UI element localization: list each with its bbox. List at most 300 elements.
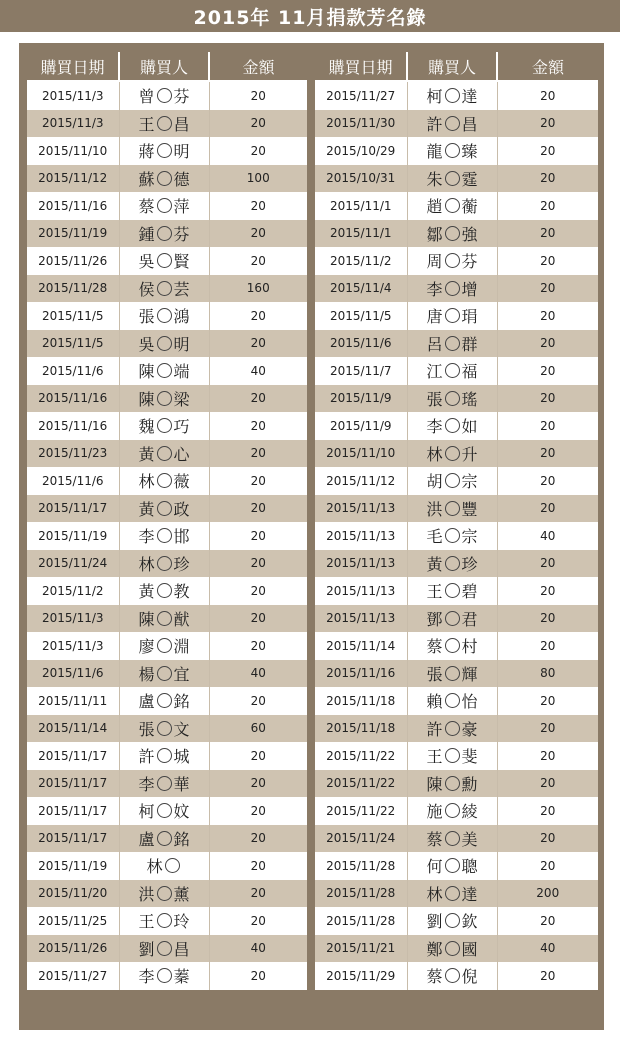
- donor-given-name: 霆: [461, 169, 478, 189]
- donation-date: 2015/11/13: [315, 577, 407, 605]
- donor-given-name: 群: [461, 334, 478, 354]
- donor-given-name: 輝: [461, 664, 478, 684]
- donor-surname: 廖: [138, 637, 155, 657]
- donation-amount: 20: [497, 550, 598, 578]
- donation-amount: 20: [250, 528, 266, 543]
- donor-surname: 吳: [138, 252, 155, 272]
- privacy-circle-icon: [445, 116, 460, 131]
- donor-surname: 蔡: [426, 967, 443, 987]
- privacy-circle-icon: [445, 226, 460, 241]
- donor-name: [119, 605, 209, 633]
- donor-surname: 李: [426, 279, 443, 299]
- donation-amount: 20: [250, 858, 266, 873]
- donor-name: [119, 880, 209, 908]
- header-amount: 金額: [497, 52, 598, 81]
- donor-surname: 林: [138, 554, 155, 574]
- donor-surname: 楊: [138, 664, 155, 684]
- donation-date: 2015/11/13: [315, 495, 407, 523]
- donor-surname: 黃: [138, 444, 155, 464]
- donor-given-name: 梁: [173, 389, 190, 409]
- privacy-circle-icon: [445, 693, 460, 708]
- donor-surname: 陳: [138, 362, 155, 382]
- donor-name: [119, 825, 209, 853]
- donor-name: [407, 412, 497, 440]
- table-row: [27, 385, 307, 413]
- header-row: [315, 52, 598, 81]
- privacy-circle-icon: [445, 831, 460, 846]
- donor-surname: 黃: [426, 554, 443, 574]
- donor-surname: 趙: [426, 197, 443, 217]
- privacy-circle-icon: [157, 803, 172, 818]
- privacy-circle-icon: [445, 858, 460, 873]
- privacy-circle-icon: [157, 198, 172, 213]
- donor-given-name: 欽: [461, 912, 478, 932]
- table-row: [27, 522, 307, 550]
- donation-amount: 80: [497, 660, 598, 688]
- donor-name: [119, 275, 209, 303]
- donation-amount: 20: [209, 770, 307, 798]
- donation-amount: 20: [209, 495, 307, 523]
- donor-given-name: 德: [173, 169, 190, 189]
- donor-surname: 李: [138, 527, 155, 547]
- donor-surname: 林: [426, 884, 443, 904]
- privacy-circle-icon: [157, 721, 172, 736]
- donation-date: 2015/11/6: [315, 330, 407, 358]
- table-row: [27, 165, 307, 193]
- table-row: [315, 385, 598, 413]
- donation-date: 2015/11/28: [27, 275, 119, 303]
- donor-surname: 李: [138, 774, 155, 794]
- table-row: [27, 797, 307, 825]
- donation-amount: 20: [540, 803, 556, 818]
- donation-date: 2015/11/19: [27, 852, 119, 880]
- donation-amount: 40: [209, 935, 307, 963]
- donation-date: 2015/11/9: [315, 412, 407, 440]
- donation-date: 2015/10/31: [315, 165, 407, 193]
- table-row: [315, 550, 598, 578]
- donation-date: 2015/11/27: [27, 962, 119, 990]
- donor-surname: 許: [426, 719, 443, 739]
- donation-amount: 20: [250, 638, 266, 653]
- privacy-circle-icon: [157, 116, 172, 131]
- left-donation-table: [27, 52, 307, 990]
- donor-name: [119, 522, 209, 550]
- privacy-circle-icon: [445, 968, 460, 983]
- donor-name: [407, 742, 497, 770]
- donor-surname: 周: [426, 252, 443, 272]
- donor-surname: 劉: [138, 939, 155, 959]
- donor-given-name: 強: [461, 224, 478, 244]
- privacy-circle-icon: [445, 528, 460, 543]
- donor-given-name: 聰: [461, 857, 478, 877]
- donor-name: [407, 110, 497, 138]
- donor-name: [119, 907, 209, 935]
- donor-name: [407, 330, 497, 358]
- donor-name: [119, 797, 209, 825]
- table-row: [27, 192, 307, 220]
- header-row: [27, 52, 307, 81]
- donor-given-name: 碧: [461, 582, 478, 602]
- donor-surname: 侯: [138, 279, 155, 299]
- donation-date: 2015/11/12: [27, 165, 119, 193]
- privacy-circle-icon: [445, 363, 460, 378]
- donation-amount: 40: [497, 935, 598, 963]
- table-row: [315, 330, 598, 358]
- donor-name: [407, 797, 497, 825]
- donor-given-name: 蓁: [173, 967, 190, 987]
- donor-name: [119, 495, 209, 523]
- donation-date: 2015/11/24: [27, 550, 119, 578]
- header-date: 購買日期: [315, 52, 407, 81]
- donation-amount: 20: [540, 253, 556, 268]
- donation-date: 2015/11/27: [315, 81, 407, 110]
- privacy-circle-icon: [157, 336, 172, 351]
- donation-date: 2015/11/5: [27, 302, 119, 330]
- donor-name: [407, 165, 497, 193]
- donor-surname: 盧: [138, 692, 155, 712]
- table-row: [315, 880, 598, 908]
- table-row: [315, 660, 598, 688]
- donor-given-name: 華: [173, 774, 190, 794]
- privacy-circle-icon: [157, 88, 172, 103]
- donor-name: [407, 852, 497, 880]
- donor-name: [119, 110, 209, 138]
- donor-given-name: 綾: [461, 802, 478, 822]
- right-donation-table: [315, 52, 598, 990]
- donation-amount: 20: [250, 913, 266, 928]
- donation-amount: 20: [209, 880, 307, 908]
- donor-given-name: 鴻: [173, 307, 190, 327]
- donor-given-name: 臻: [461, 142, 478, 162]
- donation-date: 2015/11/10: [315, 440, 407, 468]
- privacy-circle-icon: [157, 831, 172, 846]
- privacy-circle-icon: [445, 803, 460, 818]
- donation-amount: 20: [540, 418, 556, 433]
- privacy-circle-icon: [157, 418, 172, 433]
- privacy-circle-icon: [445, 721, 460, 736]
- donation-date: 2015/11/13: [315, 550, 407, 578]
- donor-surname: 林: [138, 472, 155, 492]
- table-row: [315, 522, 598, 550]
- donation-date: 2015/11/18: [315, 687, 407, 715]
- donor-name: [119, 962, 209, 990]
- privacy-circle-icon: [445, 886, 460, 901]
- donation-amount: 20: [250, 473, 266, 488]
- privacy-circle-icon: [157, 556, 172, 571]
- donor-given-name: 巧: [173, 417, 190, 437]
- table-row: [27, 110, 307, 138]
- donation-date: 2015/11/18: [315, 715, 407, 743]
- donor-surname: 鄒: [426, 224, 443, 244]
- table-row: [315, 137, 598, 165]
- donation-date: 2015/11/28: [315, 880, 407, 908]
- donation-date: 2015/11/12: [315, 467, 407, 495]
- privacy-circle-icon: [157, 171, 172, 186]
- table-row: [315, 715, 598, 743]
- table-row: [315, 742, 598, 770]
- donor-given-name: 明: [173, 334, 190, 354]
- table-row: [27, 770, 307, 798]
- header-donor: 購買人: [119, 52, 209, 81]
- donor-name: [407, 81, 497, 110]
- donor-surname: 鄧: [426, 609, 443, 629]
- privacy-circle-icon: [157, 583, 172, 598]
- donor-given-name: 薇: [173, 472, 190, 492]
- table-row: [27, 660, 307, 688]
- donation-date: 2015/11/4: [315, 275, 407, 303]
- donation-date: 2015/11/6: [27, 660, 119, 688]
- donor-surname: 蔡: [426, 829, 443, 849]
- donation-date: 2015/11/17: [27, 495, 119, 523]
- donation-date: 2015/11/28: [315, 907, 407, 935]
- table-row: [27, 715, 307, 743]
- table-row: [27, 81, 307, 110]
- privacy-circle-icon: [157, 446, 172, 461]
- donation-date: 2015/11/16: [27, 412, 119, 440]
- donation-amount: 20: [209, 385, 307, 413]
- table-row: [315, 852, 598, 880]
- table-row: [315, 797, 598, 825]
- header-donor: 購買人: [407, 52, 497, 81]
- donation-date: 2015/11/24: [315, 825, 407, 853]
- donor-name: [119, 935, 209, 963]
- donation-amount: 20: [497, 275, 598, 303]
- privacy-circle-icon: [157, 748, 172, 763]
- privacy-circle-icon: [445, 198, 460, 213]
- donor-surname: 盧: [138, 829, 155, 849]
- donor-surname: 王: [426, 582, 443, 602]
- donation-amount: 20: [250, 253, 266, 268]
- donor-name: [407, 550, 497, 578]
- donor-given-name: 珍: [173, 554, 190, 574]
- table-row: [27, 467, 307, 495]
- donation-amount: 20: [497, 715, 598, 743]
- donor-given-name: 君: [461, 609, 478, 629]
- privacy-circle-icon: [445, 253, 460, 268]
- donor-given-name: 福: [461, 362, 478, 382]
- privacy-circle-icon: [445, 583, 460, 598]
- donor-given-name: 明: [173, 142, 190, 162]
- donor-name: [407, 962, 497, 990]
- donation-amount: 20: [497, 495, 598, 523]
- donation-amount: 40: [209, 660, 307, 688]
- donor-surname: 陳: [138, 389, 155, 409]
- donation-date: 2015/11/19: [27, 220, 119, 248]
- privacy-circle-icon: [157, 473, 172, 488]
- table-row: [27, 935, 307, 963]
- donor-given-name: 邯: [173, 527, 190, 547]
- donation-date: 2015/11/2: [27, 577, 119, 605]
- table-row: [27, 687, 307, 715]
- donation-amount: 20: [209, 825, 307, 853]
- donation-amount: 20: [209, 440, 307, 468]
- donation-amount: 20: [540, 198, 556, 213]
- donation-date: 2015/11/7: [315, 357, 407, 385]
- privacy-circle-icon: [157, 666, 172, 681]
- donor-surname: 呂: [426, 334, 443, 354]
- table-row: [315, 467, 598, 495]
- privacy-circle-icon: [445, 941, 460, 956]
- privacy-circle-icon: [157, 391, 172, 406]
- donor-name: [407, 660, 497, 688]
- donor-surname: 許: [138, 747, 155, 767]
- privacy-circle-icon: [157, 941, 172, 956]
- donor-name: [407, 357, 497, 385]
- donor-surname: 蘇: [138, 169, 155, 189]
- donor-surname: 毛: [426, 527, 443, 547]
- donor-name: [119, 577, 209, 605]
- donor-given-name: 城: [173, 747, 190, 767]
- donor-given-name: 芸: [173, 279, 190, 299]
- donation-date: 2015/11/1: [315, 192, 407, 220]
- table-row: [27, 330, 307, 358]
- donor-name: [407, 137, 497, 165]
- donation-date: 2015/11/17: [27, 742, 119, 770]
- donation-date: 2015/11/2: [315, 247, 407, 275]
- donor-given-name: 豐: [461, 499, 478, 519]
- donor-name: [119, 412, 209, 440]
- donor-given-name: 昌: [173, 114, 190, 134]
- donor-surname: 江: [426, 362, 443, 382]
- privacy-circle-icon: [445, 308, 460, 323]
- privacy-circle-icon: [157, 253, 172, 268]
- donation-date: 2015/11/3: [27, 81, 119, 110]
- table-row: [27, 742, 307, 770]
- donation-date: 2015/11/22: [315, 797, 407, 825]
- donor-name: [407, 220, 497, 248]
- donor-surname: 蔡: [426, 637, 443, 657]
- donor-name: [407, 605, 497, 633]
- donor-surname: 柯: [138, 802, 155, 822]
- donation-date: 2015/11/6: [27, 357, 119, 385]
- donor-name: [407, 440, 497, 468]
- donor-surname: 李: [138, 967, 155, 987]
- donor-surname: 許: [426, 114, 443, 134]
- donation-date: 2015/11/1: [315, 220, 407, 248]
- donor-surname: 王: [426, 747, 443, 767]
- donation-amount: 60: [209, 715, 307, 743]
- donation-amount: 20: [250, 198, 266, 213]
- donor-given-name: 昌: [461, 114, 478, 134]
- donor-given-name: 芬: [461, 252, 478, 272]
- donation-amount: 20: [250, 308, 266, 323]
- donation-date: 2015/11/20: [27, 880, 119, 908]
- donor-surname: 張: [426, 389, 443, 409]
- donor-name: [119, 385, 209, 413]
- donation-amount: 20: [540, 473, 556, 488]
- donor-name: [119, 137, 209, 165]
- donor-surname: 王: [138, 114, 155, 134]
- privacy-circle-icon: [445, 143, 460, 158]
- donation-amount: 20: [540, 858, 556, 873]
- donation-date: 2015/11/26: [27, 247, 119, 275]
- privacy-circle-icon: [445, 171, 460, 186]
- table-row: [315, 907, 598, 935]
- donation-amount: 20: [540, 638, 556, 653]
- privacy-circle-icon: [157, 528, 172, 543]
- donation-date: 2015/11/21: [315, 935, 407, 963]
- donation-date: 2015/11/25: [27, 907, 119, 935]
- privacy-circle-icon: [157, 913, 172, 928]
- donor-name: [119, 192, 209, 220]
- donor-name: [407, 495, 497, 523]
- table-row: [315, 412, 598, 440]
- donor-surname: 龍: [426, 142, 443, 162]
- donor-name: [407, 275, 497, 303]
- privacy-circle-icon: [445, 281, 460, 296]
- donation-amount: 20: [250, 143, 266, 158]
- privacy-circle-icon: [157, 638, 172, 653]
- donor-name: [119, 715, 209, 743]
- donation-date: 2015/11/28: [315, 852, 407, 880]
- donation-amount: 200: [497, 880, 598, 908]
- left-donation-panel: [26, 51, 308, 991]
- donor-given-name: 心: [173, 444, 190, 464]
- table-row: [315, 687, 598, 715]
- privacy-circle-icon: [157, 611, 172, 626]
- donor-surname: 胡: [426, 472, 443, 492]
- donation-amount: 40: [250, 363, 266, 378]
- table-row: [27, 632, 307, 660]
- donation-amount: 20: [497, 220, 598, 248]
- donor-name: [119, 467, 209, 495]
- donor-given-name: 斐: [461, 747, 478, 767]
- donor-surname: 鍾: [138, 224, 155, 244]
- donation-date: 2015/11/22: [315, 742, 407, 770]
- table-row: [315, 577, 598, 605]
- donor-name: [407, 577, 497, 605]
- donation-date: 2015/11/14: [27, 715, 119, 743]
- donor-surname: 張: [138, 307, 155, 327]
- table-row: [315, 825, 598, 853]
- donor-given-name: 豪: [461, 719, 478, 739]
- table-row: [315, 275, 598, 303]
- donation-amount: 20: [540, 308, 556, 323]
- donation-date: 2015/11/16: [27, 385, 119, 413]
- donor-given-name: 淵: [173, 637, 190, 657]
- donor-surname: 吳: [138, 334, 155, 354]
- table-row: [315, 440, 598, 468]
- donation-amount: 20: [250, 968, 266, 983]
- donor-given-name: 珍: [461, 554, 478, 574]
- donor-surname: 王: [138, 912, 155, 932]
- donation-date: 2015/11/3: [27, 632, 119, 660]
- donor-name: [407, 880, 497, 908]
- table-row: [315, 165, 598, 193]
- donation-amount: 20: [540, 968, 556, 983]
- donor-given-name: 美: [461, 829, 478, 849]
- donor-surname: 林: [146, 857, 163, 877]
- donor-name: [407, 247, 497, 275]
- donor-given-name: 端: [173, 362, 190, 382]
- donation-amount: 20: [497, 770, 598, 798]
- privacy-circle-icon: [445, 611, 460, 626]
- table-row: [27, 412, 307, 440]
- donor-name: [119, 632, 209, 660]
- donor-given-name: 芬: [173, 87, 190, 107]
- donation-date: 2015/11/29: [315, 962, 407, 990]
- donation-amount: 20: [250, 748, 266, 763]
- donor-name: [119, 165, 209, 193]
- donor-given-name: 芬: [173, 224, 190, 244]
- header-amount: 金額: [209, 52, 307, 81]
- donation-date: 2015/11/22: [315, 770, 407, 798]
- donation-date: 2015/11/19: [27, 522, 119, 550]
- donation-date: 2015/11/5: [27, 330, 119, 358]
- donation-date: 2015/11/9: [315, 385, 407, 413]
- donor-surname: 施: [426, 802, 443, 822]
- donation-amount: 20: [209, 330, 307, 358]
